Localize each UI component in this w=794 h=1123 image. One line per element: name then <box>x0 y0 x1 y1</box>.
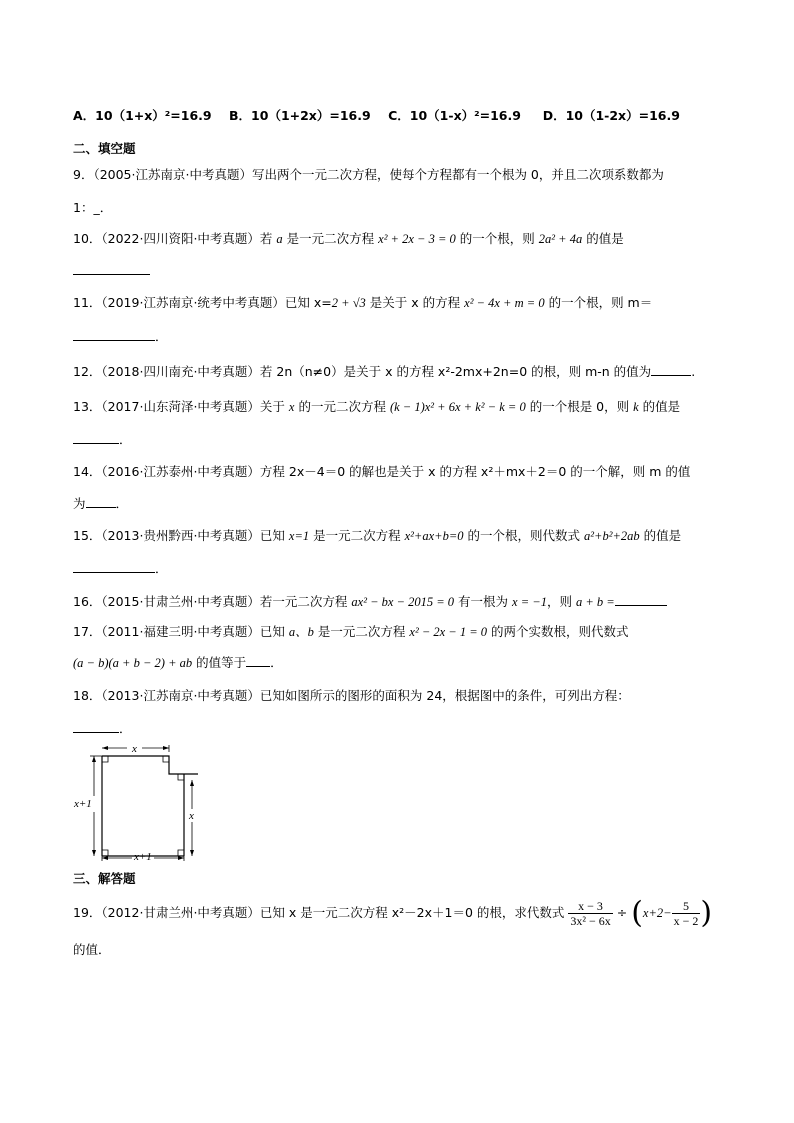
q9-line1: 9．（2005·江苏南京·中考真题）写出两个一元二次方程，使每个方程都有一个根为 0，并且二次项系数都为 <box>73 167 664 182</box>
option-a: A．10（1+x）²=16.9 <box>73 108 212 123</box>
label-right: x <box>189 810 194 822</box>
q13-answer-blank: ． <box>73 431 132 448</box>
q10-line1: 10．（2022·四川资阳·中考真题）若 a 是一元二次方程 x² + 2x − 3 = 0 的一个根，则 2a² + 4a 的值是 <box>73 231 624 246</box>
q17-line1: 17．（2011·福建三明·中考真题）已知 a、b 是一元二次方程 x² − 2x − 1 = 0 的两个实数根，则代数式 <box>73 624 629 639</box>
options-line <box>73 108 680 124</box>
q9-line2: 1：_． <box>73 200 113 215</box>
q19-fraction-1: $\frac{x - 3}{\text{3x² − 6x}}$ <box>570 899 611 928</box>
figure-outline <box>102 756 198 774</box>
q11-line1: 11．（2019·江苏南京·统考中考真题）已知 x=2 + √3 是关于 x 的方程 x² − 4x + m = 0 的一个根，则 m＝ <box>73 295 653 310</box>
q15-answer-blank: ． <box>73 560 168 577</box>
q18-line1: 18．（2013·江苏南京·中考真题）已知如图所示的图形的面积为 24，根据图中的条件，可列出方程： <box>73 688 630 703</box>
q11-answer-blank: ． <box>73 328 168 345</box>
q15-line1: 15．（2013·贵州黔西·中考真题）已知 x=1 是一元二次方程 x²+ax+b=0 的一个根，则代数式 a²+b²+2ab 的值是 <box>73 528 682 543</box>
option-c: C．10（1-x）²=16.9 <box>388 108 521 123</box>
q14-line1: 14．（2016·江苏泰州·中考真题）方程 2x－4＝0 的解也是关于 x 的方程 x²＋mx＋2＝0 的一个解，则 m 的值 <box>73 464 691 479</box>
q19-line2: 的值． <box>73 942 111 957</box>
option-d: D．10（1-2x）=16.9 <box>542 108 680 123</box>
label-bottom: x+1 <box>134 851 152 862</box>
q13-line1: 13．（2017·山东菏泽·中考真题）关于 x 的一元二次方程 (k − 1)x² + 6x + k² − k = 0 的一个根是 0，则 k 的值是 <box>73 399 681 414</box>
q16-line1: 16．（2015·甘肃兰州·中考真题）若一元二次方程 ax² − bx − 2015 = 0 有一根为 x = −1，则 a + b = <box>73 593 667 610</box>
section-heading-solve: 三、解答题 <box>73 871 136 886</box>
q19-line1: 19．（2012·甘肃兰州·中考真题）已知 x 是一元二次方程 x²－2x＋1＝0 的根，求代数式 $\frac{x - 3}{\text{3x² − 6x}}$ ÷ (x+2− $\frac{5}{x - 2}$ ) <box>73 895 713 931</box>
section-heading-fill-blank: 二、填空题 <box>73 141 136 156</box>
q18-answer-blank: ． <box>73 720 132 737</box>
label-top: x <box>132 744 137 755</box>
q14-line2: 为 ． <box>73 496 129 511</box>
q18-figure <box>72 744 202 862</box>
q19-fraction-2: $\frac{5}{x - 2}$ <box>673 899 699 928</box>
q12-line1: 12．（2018·四川南充·中考真题）若 2n（n≠0）是关于 x 的方程 x²-2mx+2n=0 的根，则 m-n 的值为 . <box>73 364 696 379</box>
q17-line2: (a − b)(a + b − 2) + ab 的值等于 ． <box>73 655 283 670</box>
q10-answer-blank <box>73 262 150 279</box>
label-left: x+1 <box>74 798 92 810</box>
option-b: B．10（1+2x）=16.9 <box>229 108 371 123</box>
